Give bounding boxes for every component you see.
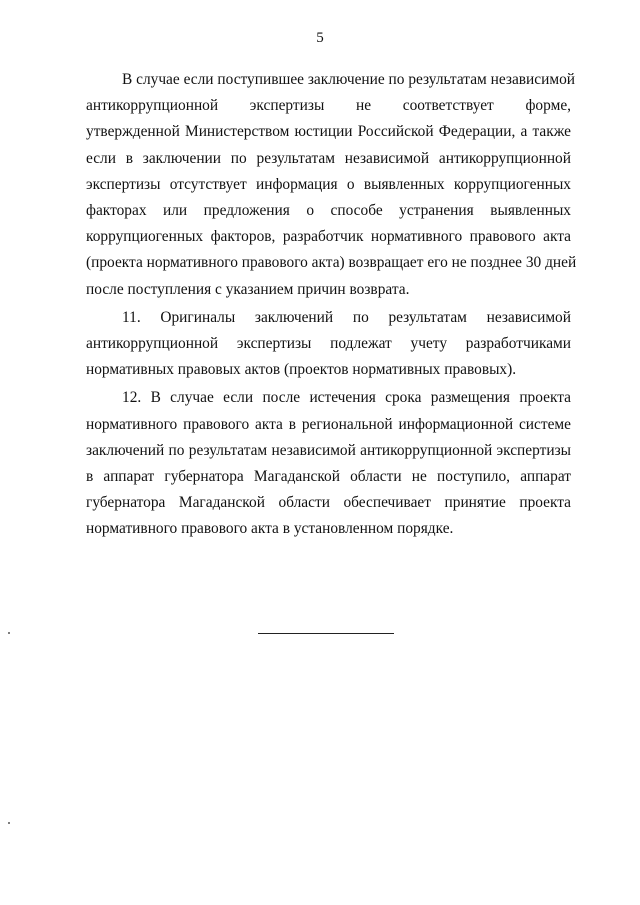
- text-line: нормативного правового акта в региональной информационной системе: [86, 415, 571, 433]
- text-line: утвержденной Министерством юстиции Российской Федерации, а также: [86, 123, 571, 141]
- text-line: экспертизы отсутствует информация о выявленных коррупциогенных: [86, 175, 571, 193]
- text-line: коррупциогенных факторов, разработчик нормативного правового акта: [86, 228, 571, 246]
- text-line: факторах или предложения о способе устранения выявленных: [86, 202, 571, 220]
- text-line: если в заключении по результатам независимой антикоррупционной: [86, 149, 571, 167]
- text-line: антикоррупционной экспертизы подлежат учету разработчиками: [86, 335, 571, 353]
- text-line: 12. В случае если после истечения срока размещения проекта: [122, 389, 571, 407]
- end-divider-line: [258, 633, 394, 634]
- text-line: нормативных правовых актов (проектов нормативных правовых).: [86, 361, 517, 379]
- text-line: нормативного правового акта в установленном порядке.: [86, 520, 454, 538]
- text-line: губернатора Магаданской области обеспечивает принятие проекта: [86, 494, 571, 512]
- text-line: заключений по результатам независимой антикоррупционной экспертизы: [86, 441, 571, 459]
- text-line: В случае если поступившее заключение по результатам независимой: [122, 71, 576, 88]
- page-number: 5: [316, 30, 324, 46]
- text-line: антикоррупционной экспертизы не соответствует форме,: [86, 97, 571, 115]
- text-line: в аппарат губернатора Магаданской области не поступило, аппарат: [86, 468, 571, 486]
- text-line: 11. Оригиналы заключений по результатам независимой: [122, 308, 571, 326]
- document-body: [86, 67, 577, 545]
- text-line: после поступления с указанием причин возврата.: [86, 280, 410, 298]
- text-line: (проекта нормативного правового акта) возвращает его не позднее 30 дней: [86, 254, 577, 272]
- paragraph-conclusion-return: [86, 67, 577, 303]
- paragraph-11-originals: [86, 305, 571, 384]
- scan-speck: [8, 632, 10, 634]
- paragraph-12-no-conclusion: [86, 385, 571, 542]
- scan-speck: [8, 822, 10, 824]
